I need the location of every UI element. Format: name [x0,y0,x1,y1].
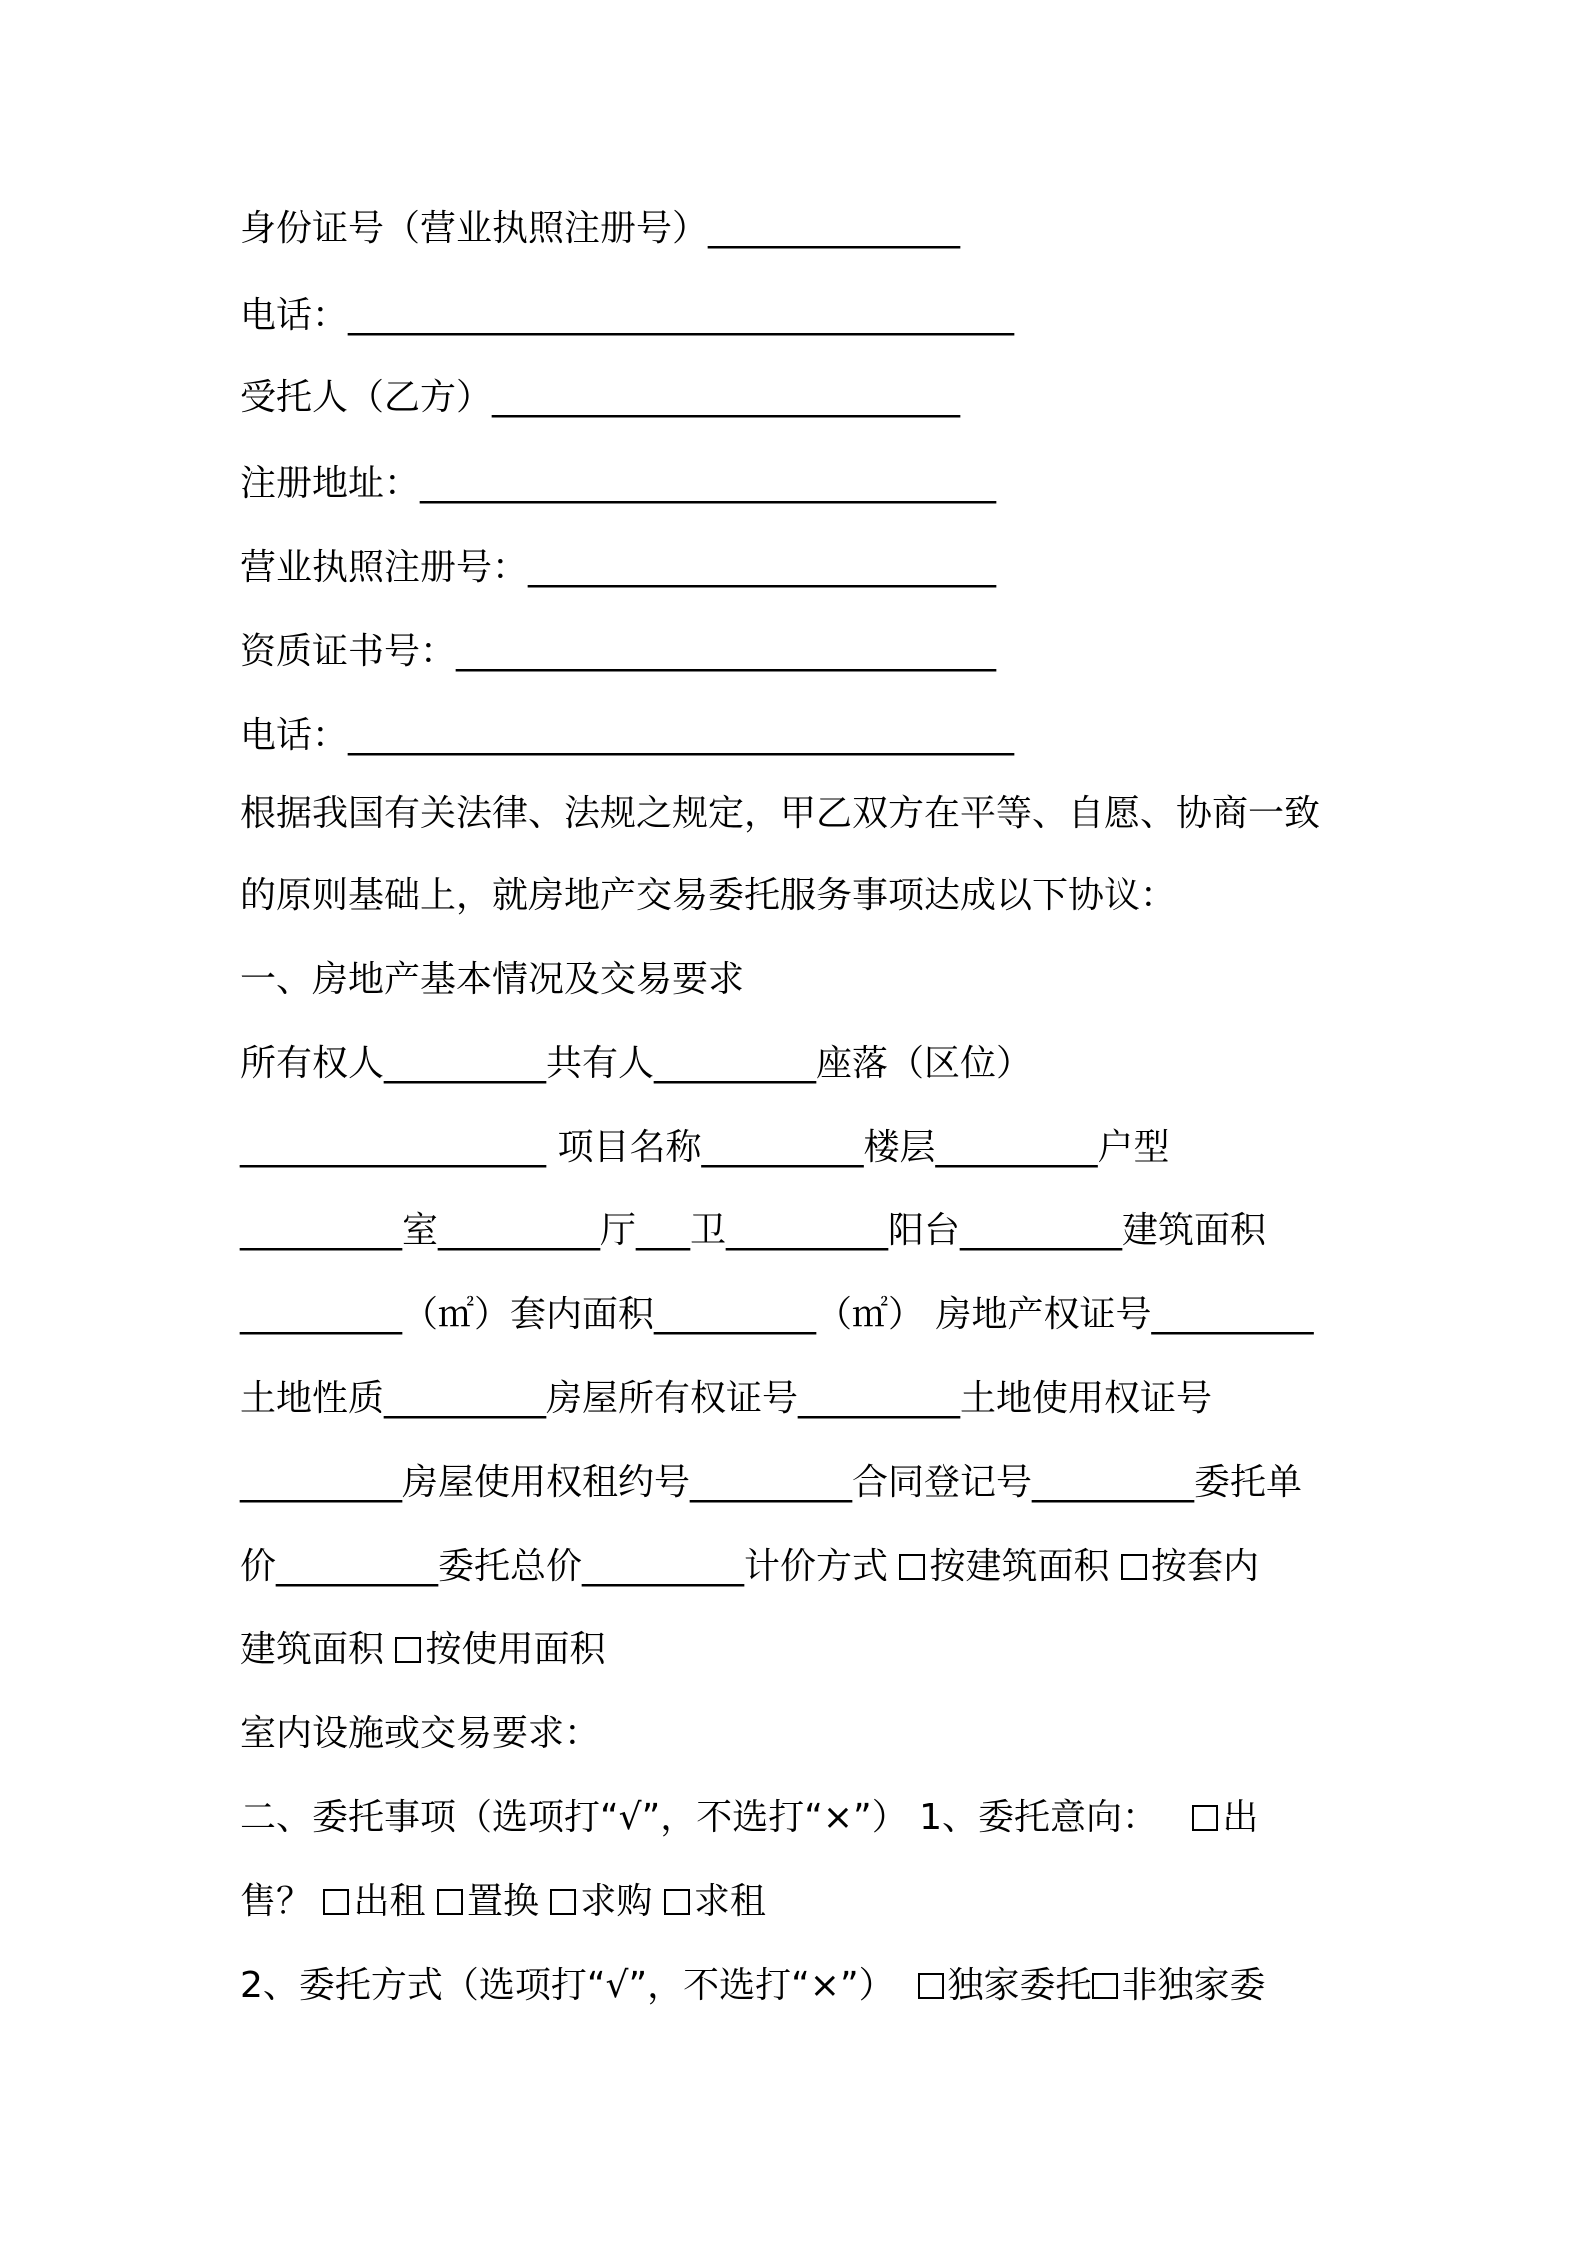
text-line-preamble-1: 根据我国有关法律、法规之规定，甲乙双方在平等、自愿、协商一致 [240,793,1321,834]
section-heading-2 [240,1794,1360,1842]
option-label: 出 [1222,1797,1259,1838]
checkbox[interactable] [664,1889,690,1915]
option-exchange [437,1881,539,1922]
checkbox[interactable] [1092,1973,1118,1999]
text-line-rooms: _________室_________厅___卫_________阳台_________建筑面积 [240,1210,1266,1251]
section-heading-1: 一、房地产基本情况及交易要求 [240,959,745,1000]
option-label: 按使用面积 [425,1629,606,1670]
text-line-method [240,1962,1360,2010]
text-line-business-license: 营业执照注册号：__________________________ [240,547,997,588]
checkbox[interactable] [1121,1554,1147,1580]
text-line-phone-2: 电话：_____________________________________ [240,715,1015,756]
checkbox[interactable] [550,1889,576,1915]
option-label: 求购 [580,1881,653,1922]
option-buy [550,1881,652,1922]
text-line-project: _________________ 项目名称_________楼层_________户型 [240,1127,1170,1168]
text-line-price [240,1543,1360,1591]
checkbox[interactable] [395,1637,421,1663]
option-rent-out [323,1881,425,1922]
text-line-owner: 所有权人_________共有人_________座落（区位） [240,1043,1033,1084]
section-2-text: 二、委托事项（选项打“√”，不选打“×”） 1、委托意向： [240,1797,1159,1838]
checkbox[interactable] [918,1973,944,1999]
method-text: 2、委托方式（选项打“√”，不选打“×”） [240,1965,895,2006]
price-cont-text: 建筑面积 [240,1629,385,1670]
text-line-id-number: 身份证号（营业执照注册号）______________ [240,208,961,249]
text-line-area: _________（㎡）套内面积_________（㎡） 房地产权证号_________ [240,1294,1314,1335]
option-label: 求租 [693,1881,766,1922]
text-line-facilities: 室内设施或交易要求： [240,1713,601,1754]
price-text: 价_________委托总价_________计价方式 [240,1546,889,1587]
sell-cont-text: 售？ [240,1881,313,1922]
checkbox[interactable] [323,1889,349,1915]
option-label: 置换 [466,1881,539,1922]
text-line-trustee: 受托人（乙方）__________________________ [240,377,961,418]
option-label: 按套内 [1150,1546,1259,1587]
option-exclusive [906,1965,1091,2006]
text-line-lease: _________房屋使用权租约号_________合同登记号_________委托单 [240,1462,1303,1503]
option-by-use-area [395,1629,605,1670]
option-by-building-area [899,1546,1109,1587]
checkbox[interactable] [899,1554,925,1580]
option-rent-in [664,1881,766,1922]
text-line-land: 土地性质_________房屋所有权证号_________土地使用权证号 [240,1378,1213,1419]
checkbox[interactable] [1192,1805,1218,1831]
option-label: 出租 [353,1881,426,1922]
option-sell [1170,1797,1259,1838]
text-line-phone-1: 电话：_____________________________________ [240,295,1015,336]
option-non-exclusive [1092,1965,1266,2006]
option-by-inner-area [1121,1546,1259,1587]
text-line-registered-address: 注册地址：________________________________ [240,463,997,504]
checkbox[interactable] [437,1889,463,1915]
text-line-preamble-2: 的原则基础上，就房地产交易委托服务事项达成以下协议： [240,875,1177,916]
option-label: 按建筑面积 [929,1546,1110,1587]
text-line-intent-options [240,1878,1360,1926]
text-line-price-cont [240,1626,1360,1674]
text-line-qualification-cert: 资质证书号：______________________________ [240,631,997,672]
option-label: 独家委托 [947,1965,1092,2006]
option-label: 非独家委 [1121,1965,1266,2006]
